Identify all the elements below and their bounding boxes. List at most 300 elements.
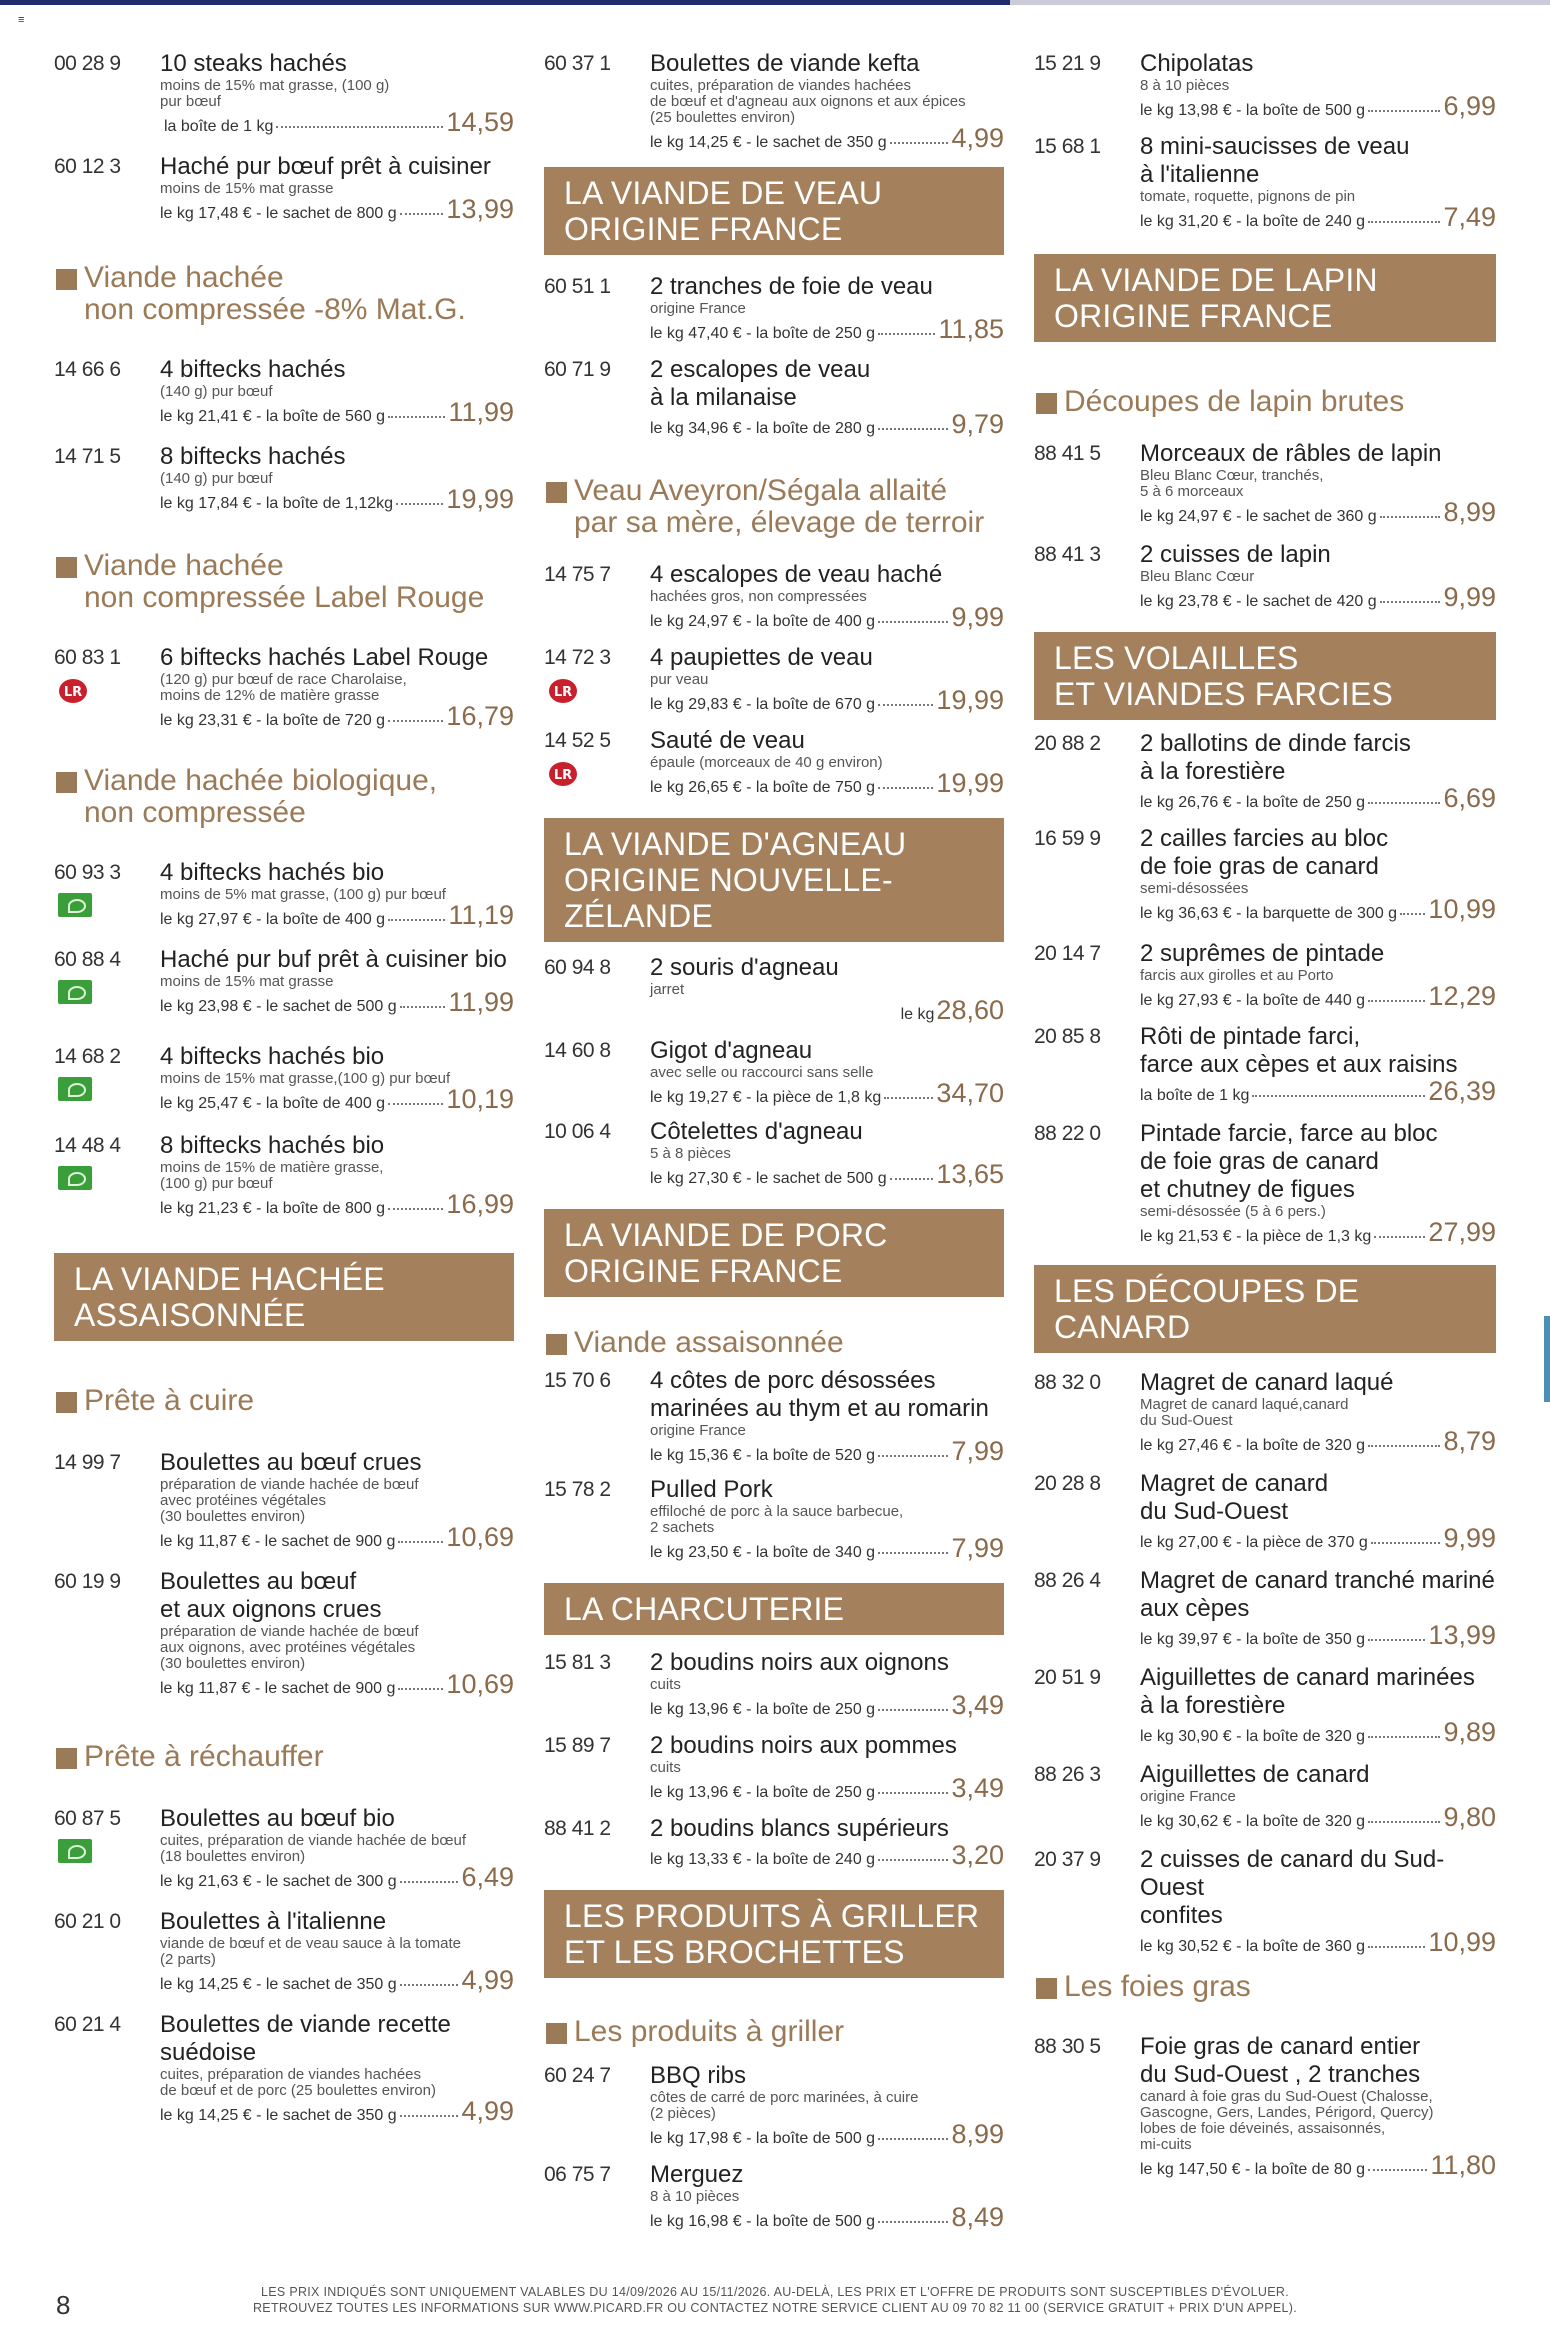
product-description: pur veau (650, 671, 709, 688)
price-leader (878, 621, 948, 623)
product-item[interactable] (1034, 440, 1496, 529)
price-line (650, 685, 1004, 717)
section-banner (544, 1890, 1004, 1978)
product-item[interactable] (544, 1649, 1004, 1722)
price-leader (276, 126, 443, 128)
product-description: hachées gros, non compressées (650, 588, 867, 605)
product-code: 14 48 4 (54, 1134, 121, 1157)
product-code: 10 06 4 (544, 1120, 611, 1143)
product-name: Morceaux de râbles de lapin (1140, 440, 1442, 467)
product-code: 88 32 0 (1034, 1371, 1101, 1394)
price-value: 6,49 (461, 1862, 514, 1892)
price-detail: le kg 23,31 € - la boîte de 720 g (160, 712, 386, 729)
banner-line-1: LA VIANDE DE LAPIN (1054, 262, 1378, 298)
product-item[interactable] (544, 1815, 1004, 1872)
column-3 (1034, 50, 1496, 2182)
product-item[interactable] (1034, 1369, 1496, 1458)
price-line (650, 1533, 1004, 1565)
price-value: 11,19 (448, 900, 514, 930)
price-leader (878, 2221, 948, 2223)
price-value: 11,85 (938, 314, 1004, 344)
product-code: 20 37 9 (1034, 1848, 1101, 1871)
product-description: (2 pièces) (650, 2105, 716, 2122)
price-leader (878, 1859, 948, 1861)
price-line (1140, 894, 1496, 926)
product-description: effiloché de porc à la sauce barbecue, (650, 1503, 904, 1520)
product-item[interactable] (544, 1037, 1004, 1110)
price-detail: le kg 27,46 € - la boîte de 320 g (1140, 1437, 1366, 1454)
price-leader (878, 1552, 948, 1554)
price-line (1140, 1620, 1496, 1652)
product-code: 60 87 5 (54, 1807, 121, 1830)
product-item[interactable] (1034, 1761, 1496, 1834)
price-value: 11,80 (1430, 2150, 1496, 2180)
category-line-2: non compressée (84, 796, 306, 829)
product-name: 4 biftecks hachés bio (160, 859, 385, 886)
product-code: 14 52 5 (544, 729, 611, 752)
price-line (650, 995, 1004, 1027)
product-name: Gigot d'agneau (650, 1037, 813, 1064)
price-detail: le kg 14,25 € - le sachet de 350 g (160, 2107, 397, 2124)
price-leader (1368, 1821, 1440, 1823)
price-line (650, 1773, 1004, 1805)
category-heading (54, 1385, 514, 1417)
price-line (160, 987, 514, 1019)
price-line (160, 900, 514, 932)
top-bar (0, 0, 1550, 5)
product-description: avec selle ou raccourci sans selle (650, 1064, 874, 1081)
price-line (1140, 1802, 1496, 1834)
product-item[interactable] (1034, 50, 1496, 123)
category-heading (54, 550, 514, 614)
product-code: 60 71 9 (544, 358, 611, 381)
product-item[interactable] (54, 1805, 514, 1894)
price-value: 3,20 (951, 1840, 1004, 1870)
price-line (1140, 1927, 1496, 1959)
product-code: 20 14 7 (1034, 942, 1101, 965)
product-description: cuits (650, 1676, 681, 1693)
price-leader (878, 704, 933, 706)
product-name: Boulettes au bœuf et aux oignons crues (160, 1568, 382, 1623)
product-item[interactable] (544, 954, 1004, 1027)
product-description: (140 g) pur bœuf (160, 383, 273, 400)
price-detail: le kg 21,63 € - le sachet de 300 g (160, 1873, 397, 1890)
banner-line-1: LES VOLAILLES (1054, 640, 1299, 676)
footer-line-2: RETROUVEZ TOUTES LES INFORMATIONS SUR WWW.PICARD.FR OU CONTACTEZ NOTRE SERVICE CLIENT AU 09 70 82 11 00 (SERVICE GRATUIT + PRIX D'UN APPEL). (252, 2301, 1297, 2315)
section-banner (1034, 1265, 1496, 1353)
product-name: 2 cuisses de lapin (1140, 541, 1331, 568)
banner-line-2: ET LES BROCHETTES (564, 1934, 905, 1970)
product-item[interactable] (544, 356, 1004, 441)
product-description: (18 boulettes environ) (160, 1848, 306, 1865)
product-code: 14 66 6 (54, 358, 121, 381)
product-name: 10 steaks hachés (160, 50, 347, 77)
label-rouge-logo (548, 761, 578, 787)
product-code: 14 71 5 (54, 445, 121, 468)
product-item[interactable] (54, 859, 514, 932)
svg-text:LR: LR (63, 685, 83, 700)
price-line (650, 1840, 1004, 1872)
price-line (650, 1159, 1004, 1191)
product-description: préparation de viande hachée de bœuf (160, 1476, 419, 1493)
price-line (650, 123, 1004, 155)
menu-icon[interactable]: ≡ (18, 14, 25, 26)
price-leader (400, 2115, 459, 2117)
category-line-1: Viande hachée (84, 261, 284, 294)
product-code: 88 41 3 (1034, 543, 1101, 566)
product-item[interactable] (54, 644, 514, 733)
product-name: 2 ballotins de dinde farcis à la forestière (1140, 730, 1411, 785)
price-leader (388, 720, 443, 722)
price-line (1140, 1523, 1496, 1555)
product-code: 88 26 4 (1034, 1569, 1101, 1592)
product-item[interactable] (1034, 1664, 1496, 1749)
price-leader (388, 416, 445, 418)
banner-line-1: LES PRODUITS À GRILLER (564, 1898, 980, 1934)
product-description: de bœuf et de porc (25 boulettes environ) (160, 2082, 436, 2099)
price-leader (400, 1881, 459, 1883)
product-name: Haché pur buf prêt à cuisiner bio (160, 946, 507, 973)
product-code: 60 12 3 (54, 155, 121, 178)
product-description: moins de 15% de matière grasse, (160, 1159, 384, 1176)
product-name: 2 boudins noirs aux oignons (650, 1649, 949, 1676)
product-name: 2 escalopes de veau à la milanaise (650, 356, 871, 411)
price-detail: le kg 13,96 € - la boîte de 250 g (650, 1784, 876, 1801)
price-line (1140, 1217, 1496, 1249)
price-leader (878, 787, 933, 789)
price-value: 3,49 (951, 1690, 1004, 1720)
price-detail: le kg 26,65 € - la boîte de 750 g (650, 779, 876, 796)
product-item[interactable] (1034, 1470, 1496, 1555)
product-item[interactable] (544, 273, 1004, 346)
product-item[interactable] (1034, 1120, 1496, 1249)
price-value: 10,99 (1428, 894, 1496, 924)
product-item[interactable] (1034, 1567, 1496, 1652)
price-detail: le kg 30,90 € - la boîte de 320 g (1140, 1728, 1366, 1745)
price-value: 4,99 (461, 2096, 514, 2126)
product-name: Côtelettes d'agneau (650, 1118, 863, 1145)
price-value: 13,65 (936, 1159, 1004, 1189)
section-banner (544, 1583, 1004, 1635)
product-item[interactable] (544, 1476, 1004, 1565)
price-line (160, 1862, 514, 1894)
price-line (160, 194, 514, 226)
product-description: Magret de canard laqué,canard (1140, 1396, 1349, 1413)
category-line-1: Viande assaisonnée (574, 1326, 844, 1359)
product-name: Merguez (650, 2161, 744, 2188)
category-square-icon (1036, 393, 1057, 414)
price-line (160, 484, 514, 516)
price-value: 14,59 (446, 107, 514, 137)
product-name: 4 biftecks hachés (160, 356, 346, 383)
product-item[interactable] (1034, 133, 1496, 234)
product-name: Boulettes à l'italienne (160, 1908, 387, 1935)
product-description: mi-cuits (1140, 2136, 1192, 2153)
price-value: 8,49 (951, 2202, 1004, 2232)
price-detail: le kg (900, 1006, 935, 1023)
category-square-icon (56, 1392, 77, 1413)
product-item[interactable] (54, 443, 514, 516)
product-description: semi-désossées (1140, 880, 1249, 897)
product-item[interactable] (1034, 940, 1496, 1013)
price-detail: le kg 21,41 € - la boîte de 560 g (160, 408, 386, 425)
category-line-2: non compressée -8% Mat.G. (84, 293, 466, 326)
product-description: moins de 15% mat grasse (160, 180, 334, 197)
category-line-1: Viande hachée (84, 549, 284, 582)
bio-logo-icon (58, 1166, 92, 1190)
price-detail: le kg 30,52 € - la boîte de 360 g (1140, 1938, 1366, 1955)
banner-line-2: ORIGINE FRANCE (564, 211, 843, 247)
product-code: 60 94 8 (544, 956, 611, 979)
product-description: moins de 15% mat grasse, (100 g) (160, 77, 390, 94)
product-item[interactable] (1034, 541, 1496, 614)
svg-text:LR: LR (553, 768, 573, 783)
price-line (160, 1965, 514, 1997)
column-2 (544, 50, 1004, 2234)
category-heading (1034, 386, 1496, 418)
product-description: (120 g) pur bœuf de race Charolaise, (160, 671, 407, 688)
section-banner (1034, 632, 1496, 720)
price-line (160, 107, 514, 139)
product-description: moins de 12% de matière grasse (160, 687, 380, 704)
price-leader (1368, 802, 1440, 804)
product-item[interactable] (1034, 730, 1496, 815)
price-leader (878, 428, 948, 430)
side-tab[interactable] (1544, 1316, 1550, 1402)
category-heading (544, 475, 1004, 539)
price-leader (1368, 110, 1440, 112)
category-line-1: Découpes de lapin brutes (1064, 385, 1405, 418)
price-line (1140, 91, 1496, 123)
price-value: 16,79 (446, 701, 514, 731)
price-value: 6,99 (1443, 91, 1496, 121)
price-line (160, 2096, 514, 2128)
product-code: 15 89 7 (544, 1734, 611, 1757)
price-line (1140, 1717, 1496, 1749)
product-code: 15 70 6 (544, 1369, 611, 1392)
product-item[interactable] (1034, 2033, 1496, 2182)
price-leader (396, 503, 443, 505)
price-line (650, 2202, 1004, 2234)
price-value: 8,99 (951, 2119, 1004, 2149)
price-detail: le kg 34,96 € - la boîte de 280 g (650, 420, 876, 437)
product-description: Bleu Blanc Cœur (1140, 568, 1255, 585)
product-code: 20 85 8 (1034, 1025, 1101, 1048)
price-detail: le kg 26,76 € - la boîte de 250 g (1140, 794, 1366, 811)
price-value: 11,99 (448, 397, 514, 427)
price-detail: le kg 39,97 € - la boîte de 350 g (1140, 1631, 1366, 1648)
category-square-icon (56, 269, 77, 290)
price-leader (1368, 221, 1440, 223)
price-value: 6,69 (1443, 783, 1496, 813)
product-description: cuites, préparation de viandes hachées (160, 2066, 422, 2083)
price-value: 9,89 (1443, 1717, 1496, 1747)
product-item[interactable] (544, 561, 1004, 634)
product-item[interactable] (54, 50, 514, 139)
price-detail: le kg 13,33 € - la boîte de 240 g (650, 1851, 876, 1868)
section-banner (544, 167, 1004, 255)
price-leader (1374, 1236, 1425, 1238)
price-value: 10,69 (446, 1669, 514, 1699)
price-leader (884, 1097, 933, 1099)
product-item[interactable] (544, 2161, 1004, 2234)
price-detail: le kg 21,53 € - la pièce de 1,3 kg (1140, 1228, 1372, 1245)
product-item[interactable] (54, 1132, 514, 1221)
price-value: 10,19 (446, 1084, 514, 1114)
price-line (160, 1669, 514, 1701)
price-detail: le kg 36,63 € - la barquette de 300 g (1140, 905, 1398, 922)
price-line (1140, 1426, 1496, 1458)
product-description: (100 g) pur bœuf (160, 1175, 273, 1192)
product-name: Magret de canard du Sud-Ouest (1140, 1470, 1329, 1525)
banner-line-1: LA VIANDE HACHÉE (74, 1261, 385, 1297)
product-item[interactable] (54, 356, 514, 429)
price-line (1140, 2150, 1496, 2182)
price-leader (878, 1792, 948, 1794)
price-line (650, 1436, 1004, 1468)
price-leader (1371, 1542, 1441, 1544)
price-leader (1380, 516, 1441, 518)
price-detail: le kg 27,93 € - la boîte de 440 g (1140, 992, 1366, 1009)
price-value: 8,99 (1443, 497, 1496, 527)
category-square-icon (546, 1334, 567, 1355)
product-description: canard à foie gras du Sud-Ouest (Chalosse, (1140, 2088, 1433, 2105)
price-detail: la boîte de 1 kg (1140, 1087, 1250, 1104)
product-description: 2 sachets (650, 1519, 715, 1536)
price-line (1140, 202, 1496, 234)
product-description: cuites, préparation de viandes hachées (650, 77, 912, 94)
price-value: 28,60 (936, 995, 1004, 1025)
price-detail: le kg 14,25 € - le sachet de 350 g (650, 134, 887, 151)
product-name: Boulettes de viande recette suédoise (160, 2011, 451, 2066)
category-heading (1034, 1971, 1496, 2003)
product-name: Pintade farcie, farce au bloc de foie gras de canard et chutney de figues (1140, 1120, 1438, 1203)
category-square-icon (56, 1748, 77, 1769)
product-name: 6 biftecks hachés Label Rouge (160, 644, 489, 671)
product-item[interactable] (54, 1043, 514, 1116)
product-description: jarret (650, 981, 685, 998)
bio-logo-icon (58, 980, 92, 1004)
price-line (650, 314, 1004, 346)
price-detail: le kg 11,87 € - le sachet de 900 g (160, 1680, 396, 1697)
product-item[interactable] (544, 1118, 1004, 1191)
product-item[interactable] (1034, 1023, 1496, 1108)
page-number: 8 (56, 2290, 71, 2320)
product-item[interactable] (54, 946, 514, 1019)
price-leader (878, 1455, 948, 1457)
price-detail: le kg 17,84 € - la boîte de 1,12kg (160, 495, 394, 512)
price-line (1140, 783, 1496, 815)
bio-logo-icon (58, 1077, 92, 1101)
footer-note (150, 2284, 1400, 2316)
price-detail: le kg 23,78 € - le sachet de 420 g (1140, 593, 1377, 610)
product-description: aux oignons, avec protéines végétales (160, 1639, 416, 1656)
section-banner (544, 1209, 1004, 1297)
product-item[interactable] (54, 1908, 514, 1997)
product-code: 88 26 3 (1034, 1763, 1101, 1786)
price-detail: le kg 29,83 € - la boîte de 670 g (650, 696, 876, 713)
product-name: 4 côtes de porc désossées marinées au thym et au romarin (650, 1367, 989, 1422)
product-item[interactable] (54, 1449, 514, 1554)
category-line-2: non compressée Label Rouge (84, 581, 485, 614)
price-value: 8,79 (1443, 1426, 1496, 1456)
banner-line-2: ORIGINE FRANCE (564, 1253, 843, 1289)
price-value: 7,99 (951, 1533, 1004, 1563)
product-item[interactable] (1034, 1846, 1496, 1959)
svg-text:LR: LR (553, 685, 573, 700)
price-value: 19,99 (446, 484, 514, 514)
price-leader (1368, 1639, 1425, 1641)
bio-logo-icon (58, 1839, 92, 1863)
price-leader (388, 1103, 443, 1105)
price-value: 34,70 (936, 1078, 1004, 1108)
product-item[interactable] (544, 50, 1004, 155)
price-detail: le kg 27,97 € - la boîte de 400 g (160, 911, 386, 928)
product-description: avec protéines végétales (160, 1492, 326, 1509)
product-item[interactable] (544, 644, 1004, 717)
product-description: épaule (morceaux de 40 g environ) (650, 754, 883, 771)
banner-line-1: LA VIANDE DE VEAU (564, 175, 883, 211)
product-code: 60 21 4 (54, 2013, 121, 2036)
price-value: 3,49 (951, 1773, 1004, 1803)
category-heading (544, 2016, 1004, 2048)
product-code: 60 21 0 (54, 1910, 121, 1933)
price-detail: la boîte de 1 kg (164, 118, 274, 135)
section-banner (1034, 254, 1496, 342)
price-detail: le kg 21,23 € - la boîte de 800 g (160, 1200, 386, 1217)
price-detail: le kg 24,97 € - le sachet de 360 g (1140, 508, 1377, 525)
price-leader (1252, 1095, 1425, 1097)
product-description: farcis aux girolles et au Porto (1140, 967, 1334, 984)
product-name: Foie gras de canard entier du Sud-Ouest , 2 tranches (1140, 2033, 1421, 2088)
price-detail: le kg 27,00 € - la pièce de 370 g (1140, 1534, 1368, 1551)
category-square-icon (1036, 1978, 1057, 1999)
product-item[interactable] (54, 2011, 514, 2128)
product-item[interactable] (54, 153, 514, 226)
product-description: (140 g) pur bœuf (160, 470, 273, 487)
product-code: 16 59 9 (1034, 827, 1101, 850)
price-line (1140, 497, 1496, 529)
product-name: 4 escalopes de veau haché (650, 561, 943, 588)
product-code: 60 51 1 (544, 275, 611, 298)
price-detail: le kg 13,96 € - la boîte de 250 g (650, 1701, 876, 1718)
price-line (650, 2119, 1004, 2151)
product-code: 14 68 2 (54, 1045, 121, 1068)
category-line-2: par sa mère, élevage de terroir (574, 506, 985, 539)
product-code: 14 99 7 (54, 1451, 121, 1474)
product-code: 88 22 0 (1034, 1122, 1101, 1145)
product-item[interactable] (544, 727, 1004, 800)
category-line-1: Veau Aveyron/Ségala allaité (574, 474, 948, 507)
banner-line-2: ORIGINE NOUVELLE-ZÉLANDE (564, 862, 893, 934)
price-detail: le kg 16,98 € - la boîte de 500 g (650, 2213, 876, 2230)
category-line-1: Prête à réchauffer (84, 1740, 324, 1773)
price-value: 11,99 (448, 987, 514, 1017)
price-leader (1368, 1736, 1440, 1738)
product-item[interactable] (544, 1367, 1004, 1468)
product-name: 8 biftecks hachés bio (160, 1132, 385, 1159)
price-leader (388, 919, 445, 921)
product-item[interactable] (544, 1732, 1004, 1805)
product-description: (30 boulettes environ) (160, 1655, 306, 1672)
product-item[interactable] (544, 2062, 1004, 2151)
product-code: 15 81 3 (544, 1651, 611, 1674)
price-detail: le kg 147,50 € - la boîte de 80 g (1140, 2161, 1366, 2178)
product-item[interactable] (54, 1568, 514, 1701)
product-item[interactable] (1034, 825, 1496, 926)
price-detail: le kg 24,97 € - la boîte de 400 g (650, 613, 876, 630)
product-description: du Sud-Ouest (1140, 1412, 1233, 1429)
